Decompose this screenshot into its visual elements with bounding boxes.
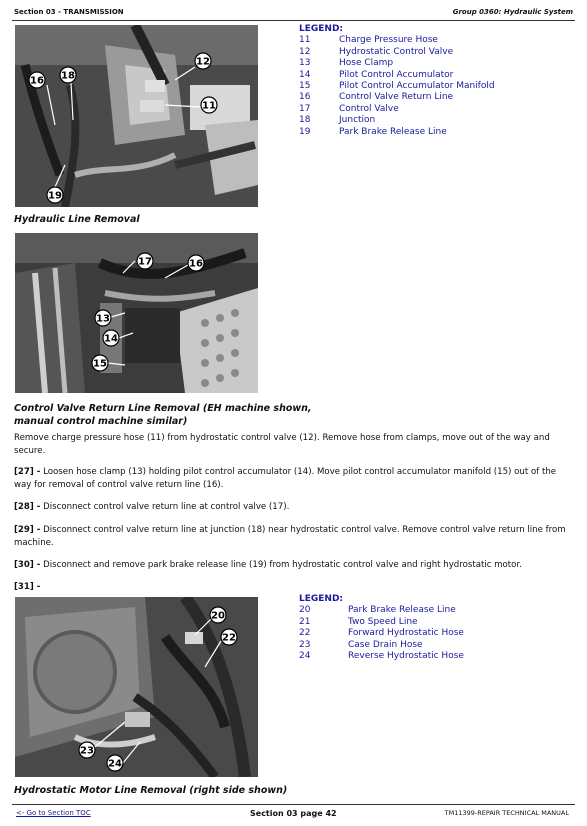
paragraph-step-27 bbox=[14, 466, 574, 492]
go-to-toc-link[interactable]: <- Go to Section TOC bbox=[16, 809, 91, 817]
callout-17 bbox=[137, 253, 153, 269]
svg-text:18: 18 bbox=[61, 70, 75, 82]
legend-item: 13 Hose Clamp bbox=[299, 58, 394, 69]
callout-19 bbox=[47, 187, 63, 203]
group-title: Group 0360: Hydraulic System bbox=[452, 8, 573, 16]
paragraph-step-31 bbox=[14, 581, 574, 594]
legend-item: 16 Control Valve Return Line bbox=[299, 92, 454, 103]
svg-text:19: 19 bbox=[48, 190, 62, 202]
paragraph-step-28 bbox=[14, 501, 574, 514]
legend-item: 15 Pilot Control Accumulator Manifold bbox=[299, 81, 495, 92]
svg-text:13: 13 bbox=[96, 313, 110, 325]
legend-2 bbox=[299, 594, 464, 662]
step-text: Loosen hose clamp (13) holding pilot control accumulator (14). Move pilot control accumulator manifold (15) out of the way for removal of control valve return line (16). bbox=[14, 467, 557, 490]
figure-2-caption bbox=[14, 402, 312, 428]
hydraulic-line-removal-photo bbox=[15, 25, 258, 207]
callout-12 bbox=[195, 53, 211, 69]
page-footer bbox=[12, 804, 575, 821]
callout-20 bbox=[210, 607, 226, 623]
hydrostatic-motor-line-photo bbox=[15, 597, 258, 777]
legend-1 bbox=[299, 24, 495, 138]
step-text: Disconnect control valve return line at junction (18) near hydrostatic control valve. Remove control valve return line from machine. bbox=[14, 525, 566, 548]
callout-16 bbox=[188, 255, 204, 271]
step-text: Disconnect control valve return line at control valve (17). bbox=[40, 502, 290, 512]
svg-text:15: 15 bbox=[93, 358, 107, 370]
legend-item: 19 Park Brake Release Line bbox=[299, 126, 447, 137]
paragraph-charge-hose: Remove charge pressure hose (11) from hydrostatic control valve (12). Remove hose from clamps, move out of the way and secure. bbox=[14, 433, 550, 456]
control-valve-return-line-photo bbox=[15, 233, 258, 393]
step-number: [27] - bbox=[14, 467, 41, 477]
step-number: [29] - bbox=[14, 525, 41, 535]
manual-title: TM11399-REPAIR TECHNICAL MANUAL bbox=[444, 809, 569, 817]
svg-text:22: 22 bbox=[222, 632, 236, 644]
figure-1-caption: Hydraulic Line Removal bbox=[14, 214, 140, 225]
legend-title: LEGEND: bbox=[299, 24, 344, 34]
callout-22 bbox=[221, 629, 237, 645]
svg-text:14: 14 bbox=[104, 333, 118, 345]
svg-text:12: 12 bbox=[196, 56, 210, 68]
legend-item: 12 Hydrostatic Control Valve bbox=[299, 46, 454, 57]
callout-15 bbox=[92, 355, 108, 371]
page-number: Section 03 page 42 bbox=[250, 809, 337, 818]
callout-23 bbox=[79, 742, 95, 758]
callout-18 bbox=[60, 67, 76, 83]
legend-title: LEGEND: bbox=[299, 594, 344, 604]
svg-text:16: 16 bbox=[30, 75, 44, 87]
step-text: Disconnect and remove park brake release line (19) from hydrostatic control valve and right hydrostatic motor. bbox=[40, 560, 522, 570]
svg-text:24: 24 bbox=[108, 758, 122, 770]
step-number: [28] - bbox=[14, 502, 41, 512]
caption-line: manual control machine similar) bbox=[14, 416, 188, 427]
section-title: Section 03 - TRANSMISSION bbox=[14, 8, 124, 16]
callout-24 bbox=[107, 755, 123, 771]
callout-13 bbox=[95, 310, 111, 326]
legend-item: 18 Junction bbox=[299, 115, 376, 126]
step-number: [30] - bbox=[14, 560, 41, 570]
page-header bbox=[12, 6, 575, 21]
legend-item: 23 Case Drain Hose bbox=[299, 639, 423, 650]
legend-item: 22 Forward Hydrostatic Hose bbox=[299, 628, 464, 639]
legend-item: 14 Pilot Control Accumulator bbox=[299, 69, 454, 80]
paragraph-step-29 bbox=[14, 524, 574, 550]
svg-text:20: 20 bbox=[211, 610, 225, 622]
legend-item: 11 Charge Pressure Hose bbox=[299, 35, 438, 46]
paragraph-step-30 bbox=[14, 559, 574, 572]
legend-item: 24 Reverse Hydrostatic Hose bbox=[299, 651, 464, 662]
svg-text:17: 17 bbox=[138, 256, 152, 268]
svg-text:16: 16 bbox=[189, 258, 203, 270]
caption-line: Control Valve Return Line Removal (EH machine shown, bbox=[14, 403, 312, 414]
legend-item: 21 Two Speed Line bbox=[299, 616, 418, 627]
callout-14 bbox=[103, 330, 119, 346]
callout-16 bbox=[29, 72, 45, 88]
legend-item: 17 Control Valve bbox=[299, 103, 399, 114]
callout-11 bbox=[201, 97, 217, 113]
svg-text:23: 23 bbox=[80, 745, 94, 757]
svg-text:11: 11 bbox=[202, 100, 216, 112]
step-number: [31] - bbox=[14, 582, 41, 592]
legend-item: 20 Park Brake Release Line bbox=[299, 605, 456, 616]
figure-3-caption: Hydrostatic Motor Line Removal (right side shown) bbox=[14, 785, 288, 796]
